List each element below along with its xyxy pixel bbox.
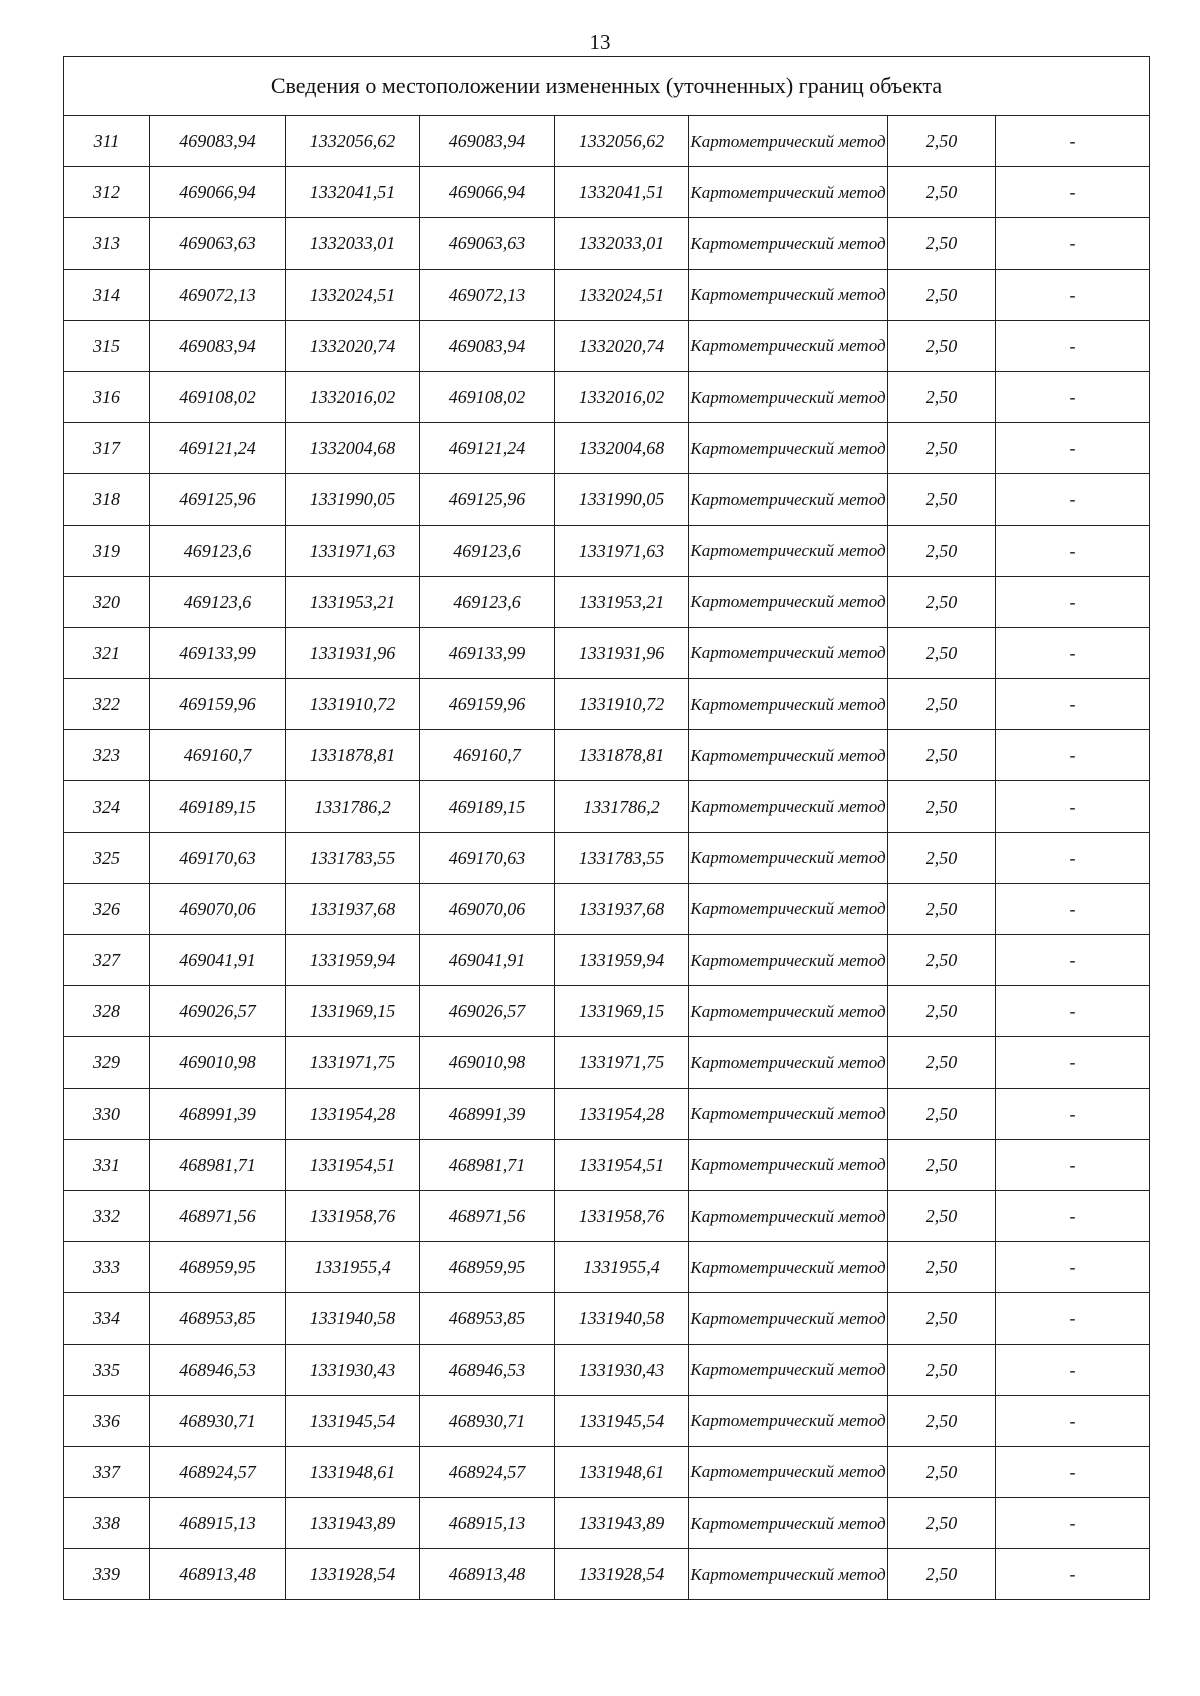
table-row bbox=[64, 1446, 1150, 1497]
existing-x-cell: 469063,63 bbox=[150, 218, 286, 269]
accuracy-cell: 2,50 bbox=[888, 935, 996, 986]
table-row bbox=[64, 986, 1150, 1037]
table-row bbox=[64, 1498, 1150, 1549]
existing-y-cell: 1332024,51 bbox=[286, 269, 420, 320]
method-cell: Картометрический метод bbox=[689, 1037, 888, 1088]
existing-y-cell: 1331953,21 bbox=[286, 576, 420, 627]
table-row bbox=[64, 1293, 1150, 1344]
refined-x-cell: 468946,53 bbox=[420, 1344, 555, 1395]
existing-x-cell: 469083,94 bbox=[150, 116, 286, 167]
existing-y-cell: 1331928,54 bbox=[286, 1549, 420, 1600]
note-cell: - bbox=[996, 371, 1150, 422]
point-number-cell: 338 bbox=[64, 1498, 150, 1549]
method-cell: Картометрический метод bbox=[689, 320, 888, 371]
refined-y-cell: 1332020,74 bbox=[555, 320, 689, 371]
note-cell: - bbox=[996, 218, 1150, 269]
accuracy-cell: 2,50 bbox=[888, 1190, 996, 1241]
refined-x-cell: 469063,63 bbox=[420, 218, 555, 269]
method-cell: Картометрический метод bbox=[689, 371, 888, 422]
note-cell: - bbox=[996, 935, 1150, 986]
refined-x-cell: 468991,39 bbox=[420, 1088, 555, 1139]
existing-x-cell: 468946,53 bbox=[150, 1344, 286, 1395]
accuracy-cell: 2,50 bbox=[888, 371, 996, 422]
refined-x-cell: 469159,96 bbox=[420, 679, 555, 730]
table-row bbox=[64, 1190, 1150, 1241]
accuracy-cell: 2,50 bbox=[888, 1549, 996, 1600]
note-cell: - bbox=[996, 1190, 1150, 1241]
table-row bbox=[64, 832, 1150, 883]
refined-y-cell: 1331971,63 bbox=[555, 525, 689, 576]
existing-y-cell: 1331955,4 bbox=[286, 1242, 420, 1293]
refined-y-cell: 1332024,51 bbox=[555, 269, 689, 320]
note-cell: - bbox=[996, 627, 1150, 678]
note-cell: - bbox=[996, 1242, 1150, 1293]
method-cell: Картометрический метод bbox=[689, 627, 888, 678]
existing-y-cell: 1331958,76 bbox=[286, 1190, 420, 1241]
table-row bbox=[64, 781, 1150, 832]
note-cell: - bbox=[996, 525, 1150, 576]
accuracy-cell: 2,50 bbox=[888, 1446, 996, 1497]
point-number-cell: 324 bbox=[64, 781, 150, 832]
accuracy-cell: 2,50 bbox=[888, 576, 996, 627]
note-cell: - bbox=[996, 474, 1150, 525]
note-cell: - bbox=[996, 116, 1150, 167]
refined-x-cell: 468915,13 bbox=[420, 1498, 555, 1549]
page-number: 13 bbox=[589, 30, 611, 54]
accuracy-cell: 2,50 bbox=[888, 730, 996, 781]
note-cell: - bbox=[996, 320, 1150, 371]
method-cell: Картометрический метод bbox=[689, 1395, 888, 1446]
existing-x-cell: 469010,98 bbox=[150, 1037, 286, 1088]
table-body bbox=[64, 116, 1150, 1600]
method-cell: Картометрический метод bbox=[689, 576, 888, 627]
method-cell: Картометрический метод bbox=[689, 474, 888, 525]
accuracy-cell: 2,50 bbox=[888, 218, 996, 269]
refined-x-cell: 469070,06 bbox=[420, 883, 555, 934]
table-row bbox=[64, 1088, 1150, 1139]
note-cell: - bbox=[996, 883, 1150, 934]
accuracy-cell: 2,50 bbox=[888, 474, 996, 525]
existing-y-cell: 1331945,54 bbox=[286, 1395, 420, 1446]
refined-y-cell: 1332004,68 bbox=[555, 423, 689, 474]
existing-x-cell: 468991,39 bbox=[150, 1088, 286, 1139]
point-number-cell: 339 bbox=[64, 1549, 150, 1600]
point-number-cell: 315 bbox=[64, 320, 150, 371]
table-row bbox=[64, 116, 1150, 167]
refined-y-cell: 1331954,51 bbox=[555, 1139, 689, 1190]
point-number-cell: 312 bbox=[64, 167, 150, 218]
refined-y-cell: 1332056,62 bbox=[555, 116, 689, 167]
existing-x-cell: 469083,94 bbox=[150, 320, 286, 371]
method-cell: Картометрический метод bbox=[689, 986, 888, 1037]
refined-x-cell: 468959,95 bbox=[420, 1242, 555, 1293]
table-row bbox=[64, 730, 1150, 781]
point-number-cell: 318 bbox=[64, 474, 150, 525]
refined-x-cell: 469121,24 bbox=[420, 423, 555, 474]
method-cell: Картометрический метод bbox=[689, 218, 888, 269]
refined-y-cell: 1331955,4 bbox=[555, 1242, 689, 1293]
existing-y-cell: 1331783,55 bbox=[286, 832, 420, 883]
table-row bbox=[64, 320, 1150, 371]
note-cell: - bbox=[996, 1395, 1150, 1446]
refined-x-cell: 469066,94 bbox=[420, 167, 555, 218]
refined-x-cell: 469133,99 bbox=[420, 627, 555, 678]
point-number-cell: 322 bbox=[64, 679, 150, 730]
accuracy-cell: 2,50 bbox=[888, 1344, 996, 1395]
refined-y-cell: 1331940,58 bbox=[555, 1293, 689, 1344]
existing-y-cell: 1331948,61 bbox=[286, 1446, 420, 1497]
existing-x-cell: 468971,56 bbox=[150, 1190, 286, 1241]
existing-y-cell: 1331931,96 bbox=[286, 627, 420, 678]
refined-x-cell: 468924,57 bbox=[420, 1446, 555, 1497]
existing-y-cell: 1332020,74 bbox=[286, 320, 420, 371]
point-number-cell: 326 bbox=[64, 883, 150, 934]
refined-y-cell: 1331971,75 bbox=[555, 1037, 689, 1088]
refined-y-cell: 1331943,89 bbox=[555, 1498, 689, 1549]
accuracy-cell: 2,50 bbox=[888, 627, 996, 678]
refined-x-cell: 468981,71 bbox=[420, 1139, 555, 1190]
existing-x-cell: 469041,91 bbox=[150, 935, 286, 986]
existing-x-cell: 469026,57 bbox=[150, 986, 286, 1037]
existing-x-cell: 469123,6 bbox=[150, 525, 286, 576]
accuracy-cell: 2,50 bbox=[888, 1139, 996, 1190]
point-number-cell: 330 bbox=[64, 1088, 150, 1139]
existing-y-cell: 1331943,89 bbox=[286, 1498, 420, 1549]
table-row bbox=[64, 576, 1150, 627]
existing-y-cell: 1331937,68 bbox=[286, 883, 420, 934]
table-row bbox=[64, 1037, 1150, 1088]
point-number-cell: 325 bbox=[64, 832, 150, 883]
point-number-cell: 331 bbox=[64, 1139, 150, 1190]
accuracy-cell: 2,50 bbox=[888, 1498, 996, 1549]
method-cell: Картометрический метод bbox=[689, 525, 888, 576]
refined-x-cell: 468930,71 bbox=[420, 1395, 555, 1446]
accuracy-cell: 2,50 bbox=[888, 269, 996, 320]
refined-x-cell: 468971,56 bbox=[420, 1190, 555, 1241]
existing-x-cell: 468924,57 bbox=[150, 1446, 286, 1497]
existing-x-cell: 469170,63 bbox=[150, 832, 286, 883]
method-cell: Картометрический метод bbox=[689, 781, 888, 832]
method-cell: Картометрический метод bbox=[689, 269, 888, 320]
note-cell: - bbox=[996, 730, 1150, 781]
note-cell: - bbox=[996, 1293, 1150, 1344]
existing-y-cell: 1331930,43 bbox=[286, 1344, 420, 1395]
point-number-cell: 333 bbox=[64, 1242, 150, 1293]
refined-y-cell: 1331910,72 bbox=[555, 679, 689, 730]
existing-x-cell: 468913,48 bbox=[150, 1549, 286, 1600]
accuracy-cell: 2,50 bbox=[888, 1293, 996, 1344]
refined-x-cell: 469072,13 bbox=[420, 269, 555, 320]
existing-y-cell: 1332004,68 bbox=[286, 423, 420, 474]
table-row bbox=[64, 1344, 1150, 1395]
table-row bbox=[64, 474, 1150, 525]
existing-y-cell: 1331940,58 bbox=[286, 1293, 420, 1344]
accuracy-cell: 2,50 bbox=[888, 423, 996, 474]
existing-y-cell: 1331971,75 bbox=[286, 1037, 420, 1088]
refined-y-cell: 1331783,55 bbox=[555, 832, 689, 883]
accuracy-cell: 2,50 bbox=[888, 986, 996, 1037]
accuracy-cell: 2,50 bbox=[888, 320, 996, 371]
method-cell: Картометрический метод bbox=[689, 1293, 888, 1344]
table-row bbox=[64, 679, 1150, 730]
point-number-cell: 320 bbox=[64, 576, 150, 627]
table-row bbox=[64, 883, 1150, 934]
note-cell: - bbox=[996, 1344, 1150, 1395]
refined-y-cell: 1332016,02 bbox=[555, 371, 689, 422]
point-number-cell: 329 bbox=[64, 1037, 150, 1088]
existing-x-cell: 469189,15 bbox=[150, 781, 286, 832]
accuracy-cell: 2,50 bbox=[888, 1242, 996, 1293]
existing-x-cell: 469160,7 bbox=[150, 730, 286, 781]
point-number-cell: 323 bbox=[64, 730, 150, 781]
note-cell: - bbox=[996, 832, 1150, 883]
refined-x-cell: 469125,96 bbox=[420, 474, 555, 525]
existing-x-cell: 469125,96 bbox=[150, 474, 286, 525]
existing-x-cell: 469159,96 bbox=[150, 679, 286, 730]
existing-y-cell: 1331954,28 bbox=[286, 1088, 420, 1139]
refined-x-cell: 468953,85 bbox=[420, 1293, 555, 1344]
point-number-cell: 317 bbox=[64, 423, 150, 474]
point-number-cell: 321 bbox=[64, 627, 150, 678]
refined-x-cell: 469123,6 bbox=[420, 576, 555, 627]
existing-y-cell: 1331786,2 bbox=[286, 781, 420, 832]
method-cell: Картометрический метод bbox=[689, 935, 888, 986]
refined-x-cell: 469010,98 bbox=[420, 1037, 555, 1088]
accuracy-cell: 2,50 bbox=[888, 883, 996, 934]
table-row bbox=[64, 423, 1150, 474]
table-row bbox=[64, 371, 1150, 422]
accuracy-cell: 2,50 bbox=[888, 116, 996, 167]
existing-y-cell: 1331910,72 bbox=[286, 679, 420, 730]
note-cell: - bbox=[996, 1088, 1150, 1139]
table-title: Сведения о местоположении измененных (уточненных) границ объекта bbox=[64, 57, 1150, 116]
note-cell: - bbox=[996, 269, 1150, 320]
point-number-cell: 328 bbox=[64, 986, 150, 1037]
existing-x-cell: 468915,13 bbox=[150, 1498, 286, 1549]
accuracy-cell: 2,50 bbox=[888, 832, 996, 883]
method-cell: Картометрический метод bbox=[689, 1190, 888, 1241]
refined-x-cell: 469123,6 bbox=[420, 525, 555, 576]
note-cell: - bbox=[996, 167, 1150, 218]
existing-x-cell: 468981,71 bbox=[150, 1139, 286, 1190]
refined-x-cell: 469026,57 bbox=[420, 986, 555, 1037]
refined-y-cell: 1331948,61 bbox=[555, 1446, 689, 1497]
accuracy-cell: 2,50 bbox=[888, 679, 996, 730]
refined-y-cell: 1332041,51 bbox=[555, 167, 689, 218]
existing-y-cell: 1331971,63 bbox=[286, 525, 420, 576]
existing-x-cell: 469121,24 bbox=[150, 423, 286, 474]
refined-x-cell: 469083,94 bbox=[420, 320, 555, 371]
accuracy-cell: 2,50 bbox=[888, 1088, 996, 1139]
note-cell: - bbox=[996, 576, 1150, 627]
accuracy-cell: 2,50 bbox=[888, 781, 996, 832]
accuracy-cell: 2,50 bbox=[888, 1395, 996, 1446]
note-cell: - bbox=[996, 423, 1150, 474]
method-cell: Картометрический метод bbox=[689, 1242, 888, 1293]
method-cell: Картометрический метод bbox=[689, 1344, 888, 1395]
method-cell: Картометрический метод bbox=[689, 1498, 888, 1549]
point-number-cell: 327 bbox=[64, 935, 150, 986]
refined-y-cell: 1331930,43 bbox=[555, 1344, 689, 1395]
refined-y-cell: 1331959,94 bbox=[555, 935, 689, 986]
method-cell: Картометрический метод bbox=[689, 679, 888, 730]
refined-y-cell: 1331937,68 bbox=[555, 883, 689, 934]
point-number-cell: 314 bbox=[64, 269, 150, 320]
accuracy-cell: 2,50 bbox=[888, 167, 996, 218]
refined-y-cell: 1331878,81 bbox=[555, 730, 689, 781]
existing-y-cell: 1332041,51 bbox=[286, 167, 420, 218]
refined-y-cell: 1331931,96 bbox=[555, 627, 689, 678]
refined-y-cell: 1332033,01 bbox=[555, 218, 689, 269]
existing-x-cell: 468953,85 bbox=[150, 1293, 286, 1344]
table-row bbox=[64, 1242, 1150, 1293]
refined-x-cell: 469160,7 bbox=[420, 730, 555, 781]
existing-x-cell: 469070,06 bbox=[150, 883, 286, 934]
table-row bbox=[64, 525, 1150, 576]
accuracy-cell: 2,50 bbox=[888, 525, 996, 576]
existing-x-cell: 469072,13 bbox=[150, 269, 286, 320]
existing-y-cell: 1331954,51 bbox=[286, 1139, 420, 1190]
table-row bbox=[64, 1395, 1150, 1446]
point-number-cell: 336 bbox=[64, 1395, 150, 1446]
method-cell: Картометрический метод bbox=[689, 1088, 888, 1139]
point-number-cell: 332 bbox=[64, 1190, 150, 1241]
refined-y-cell: 1331953,21 bbox=[555, 576, 689, 627]
refined-x-cell: 469170,63 bbox=[420, 832, 555, 883]
method-cell: Картометрический метод bbox=[689, 423, 888, 474]
existing-x-cell: 469066,94 bbox=[150, 167, 286, 218]
existing-y-cell: 1332056,62 bbox=[286, 116, 420, 167]
existing-x-cell: 469133,99 bbox=[150, 627, 286, 678]
table-row bbox=[64, 935, 1150, 986]
table-row bbox=[64, 1139, 1150, 1190]
method-cell: Картометрический метод bbox=[689, 730, 888, 781]
refined-y-cell: 1331990,05 bbox=[555, 474, 689, 525]
refined-x-cell: 469083,94 bbox=[420, 116, 555, 167]
point-number-cell: 334 bbox=[64, 1293, 150, 1344]
table-row bbox=[64, 218, 1150, 269]
method-cell: Картометрический метод bbox=[689, 1139, 888, 1190]
refined-y-cell: 1331958,76 bbox=[555, 1190, 689, 1241]
existing-x-cell: 469123,6 bbox=[150, 576, 286, 627]
existing-x-cell: 469108,02 bbox=[150, 371, 286, 422]
table-row bbox=[64, 627, 1150, 678]
existing-x-cell: 468959,95 bbox=[150, 1242, 286, 1293]
table-row bbox=[64, 1549, 1150, 1600]
table-row bbox=[64, 167, 1150, 218]
existing-y-cell: 1331959,94 bbox=[286, 935, 420, 986]
method-cell: Картометрический метод bbox=[689, 832, 888, 883]
note-cell: - bbox=[996, 1549, 1150, 1600]
point-number-cell: 337 bbox=[64, 1446, 150, 1497]
refined-y-cell: 1331954,28 bbox=[555, 1088, 689, 1139]
boundary-coordinates-table bbox=[63, 56, 1150, 1600]
note-cell: - bbox=[996, 1139, 1150, 1190]
table-row bbox=[64, 269, 1150, 320]
refined-y-cell: 1331928,54 bbox=[555, 1549, 689, 1600]
note-cell: - bbox=[996, 986, 1150, 1037]
point-number-cell: 313 bbox=[64, 218, 150, 269]
method-cell: Картометрический метод bbox=[689, 883, 888, 934]
refined-x-cell: 469189,15 bbox=[420, 781, 555, 832]
accuracy-cell: 2,50 bbox=[888, 1037, 996, 1088]
existing-x-cell: 468930,71 bbox=[150, 1395, 286, 1446]
note-cell: - bbox=[996, 1446, 1150, 1497]
note-cell: - bbox=[996, 781, 1150, 832]
refined-x-cell: 468913,48 bbox=[420, 1549, 555, 1600]
existing-y-cell: 1332033,01 bbox=[286, 218, 420, 269]
method-cell: Картометрический метод bbox=[689, 1549, 888, 1600]
refined-y-cell: 1331969,15 bbox=[555, 986, 689, 1037]
existing-y-cell: 1331878,81 bbox=[286, 730, 420, 781]
note-cell: - bbox=[996, 679, 1150, 730]
method-cell: Картометрический метод bbox=[689, 1446, 888, 1497]
refined-x-cell: 469108,02 bbox=[420, 371, 555, 422]
existing-y-cell: 1332016,02 bbox=[286, 371, 420, 422]
method-cell: Картометрический метод bbox=[689, 167, 888, 218]
point-number-cell: 316 bbox=[64, 371, 150, 422]
point-number-cell: 335 bbox=[64, 1344, 150, 1395]
method-cell: Картометрический метод bbox=[689, 116, 888, 167]
point-number-cell: 311 bbox=[64, 116, 150, 167]
refined-x-cell: 469041,91 bbox=[420, 935, 555, 986]
existing-y-cell: 1331990,05 bbox=[286, 474, 420, 525]
refined-y-cell: 1331945,54 bbox=[555, 1395, 689, 1446]
point-number-cell: 319 bbox=[64, 525, 150, 576]
refined-y-cell: 1331786,2 bbox=[555, 781, 689, 832]
note-cell: - bbox=[996, 1498, 1150, 1549]
existing-y-cell: 1331969,15 bbox=[286, 986, 420, 1037]
note-cell: - bbox=[996, 1037, 1150, 1088]
